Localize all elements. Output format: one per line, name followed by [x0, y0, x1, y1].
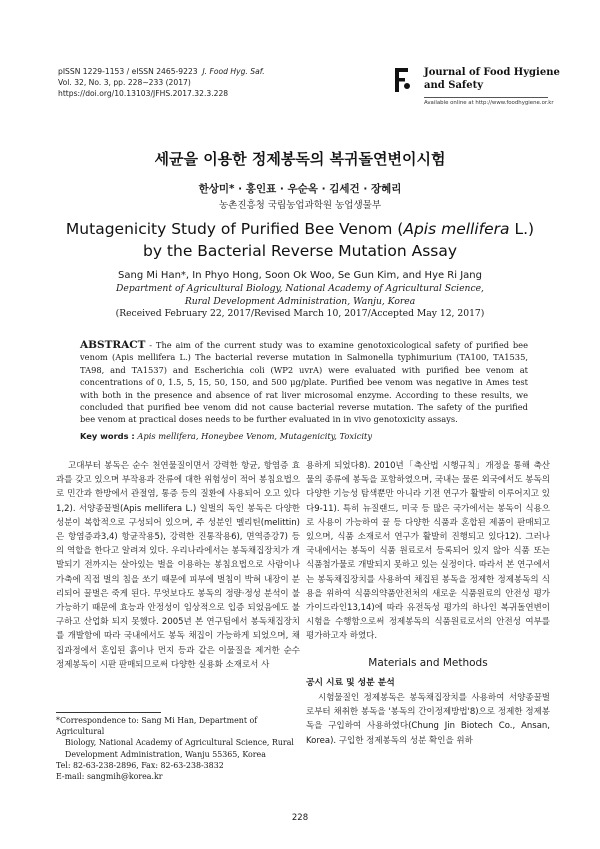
journal-logo-icon: [392, 66, 412, 94]
keywords-list: Apis mellifera, Honeybee Venom, Mutagenicity, Toxicity: [137, 431, 373, 441]
english-authors: Sang Mi Han*, In Phyo Hong, Soon Ok Woo, Se Gun Kim, and Hye Ri Jang: [118, 270, 482, 281]
available-online[interactable]: Available online at http://www.foodhygiene.or.kr: [424, 100, 554, 106]
correspondence-footnote: *Correspondence to: Sang Mi Han, Department of Agricultural Biology, National Academy of Agricultural Science, Rural Development Administration, Wanju 55365, Korea Tel: 82-63-238-2896, Fax: 82-63-238-3832 E-mail: sangmih@korea.kr: [56, 715, 300, 782]
english-affiliation: Department of Agricultural Biology, National Academy of Agricultural Science, Rural Development Administration, Wanju, Korea: [116, 283, 484, 307]
korean-affiliation: 농촌진흥청 국립농업과학원 농업생물부: [218, 200, 382, 211]
footnote-rule: [56, 712, 161, 713]
abstract-label: ABSTRACT: [80, 339, 146, 351]
keywords: [80, 431, 528, 441]
journal-header-info: [58, 66, 265, 99]
left-column: [56, 459, 300, 672]
korean-authors: 한상미* · 홍인표 · 우순옥 · 김세건 · 장혜리: [198, 183, 402, 195]
methods-paragraph: 시험물질인 정제봉독은 봉독채집장치를 사용하여 서양종꿀벌로부터 채취한 봉독을 '봉독의 간이정제방법'8)으로 정제한 정제봉독을 구입하여 사용하였다(Chung Jin Biotech Co., Ansan, Korea). 구입한 정제봉독의 성분 확인을 위하: [306, 693, 550, 746]
journal-title: Journal of Food Hygiene and Safety: [424, 67, 560, 91]
received-dates: (Received February 22, 2017/Revised March 10, 2017/Accepted May 12, 2017): [115, 308, 485, 319]
email[interactable]: E-mail: sangmih@korea.kr: [56, 772, 163, 782]
species-name: Apis mellifera: [403, 220, 510, 238]
keywords-label: Key words :: [80, 431, 135, 441]
volume-line: Vol. 32, No. 3, pp. 228~233 (2017): [58, 78, 191, 87]
korean-title: 세균을 이용한 정제봉독의 복귀돌연변이시험: [154, 150, 446, 168]
methods-heading: Materials and Methods: [368, 656, 488, 669]
journal-abbrev: J. Food Hyg. Saf.: [202, 67, 265, 76]
right-column: [306, 459, 550, 748]
abstract: [80, 339, 528, 426]
header-rule: [424, 97, 548, 98]
intro-paragraph: 고대부터 봉독은 순수 천연물질이면서 강력한 항균, 항염증 효과를 갖고 있으며 부작용과 잔류에 대한 위험성이 적어 봉침요법으로 민간과 한방에서 관절염, 통증 등의 질환에 사용되어 오고 있다1,2). 서양종꿀벌(Apis mellifera L.) 일벌의 독인 봉독은 다양한 성분이 복합적으로 구성되어 있으며, 주 성분인 멜리틴(melittin)은 항염증과3,4) 항균작용5), 강력한 진통작용6), 면역증강7) 등의 역할을 한다고 알려져 있다. 우리나라에서는 봉독채집장치가 개발되기 전까지는 살아있는 벌을 이용하는 봉침요법으로 사람이나 가축에 직접 벌의 침을 쏘기 때문에 피부에 벌침이 박혀 내장이 분리되어 꿀벌은 죽게 된다. 무엇보다도 봉독의 정량·정성 분석이 불가능하기 때문에 효능과 안정성이 임상적으로 입증 되었음에도 불구하고 산업화 되지 못했다. 2005년 본 연구팀에서 봉독채집장치를 개발함에 따라 국내에서도 봉독 채집이 가능하게 되었으며, 채집과정에서 혼입된 흙이나 먼지 등과 같은 이물질을 제거한 순수 정제봉독이 시판 판매되므로써 다양한 실용화 소재로서 사: [56, 461, 300, 670]
sample-subheading: 공시 시료 및 성분 분석: [306, 677, 395, 688]
english-title: Mutagenicity Study of Purified Bee Venom (Apis mellifera L.) by the Bacterial Reverse Mutation Assay: [65, 220, 535, 260]
page-number: 228: [291, 813, 309, 823]
doi-link[interactable]: https://doi.org/10.13103/JFHS.2017.32.3.228: [58, 89, 229, 98]
intro-paragraph-continued: 용하게 되었다8). 2010년「축산법 시행규칙」개정을 통해 축산물의 종류에 봉독을 포함하였으며, 국내는 물론 외국에서도 봉독의 다양한 기능성 탐색뿐만 아니라 기전 연구가 활발히 이루어지고 있다9-11). 특히 뉴질랜드, 미국 등 많은 국가에서는 봉독이 식용으로 사용이 가능하여 꿀 등 다양한 식품과 혼합된 제품이 판매되고 있으며, 식품 소재로서 연구가 활발히 진행되고 있다12). 그러나 국내에서는 봉독이 식품 원료로서 등록되어 있지 않아 식품 또는 식품첨가물로 개발되지 못하고 있는 실정이다. 따라서 본 연구에서는 봉독채집장치를 사용하여 채집된 봉독을 정제한 정제봉독의 식용을 위하여 식품의약품안전처의 새로운 식품원료의 안전성 평가 가이드라인13,14)에 따라 유전독성 평가의 하나인 복귀돌연변이시험을 수행함으로써 정제봉독의 식품원료로서의 안전성 여부를 평가하고자 하였다.: [306, 461, 550, 642]
abstract-text: - The aim of the current study was to examine genotoxicological safety of purified bee venom (Apis mellifera L.) The bacterial reverse mutation in Salmonella typhimurium (TA100, TA1535, TA98, and TA1537) and Escherichia coli (WP2 uvrA) were evaluated with purified bee venom at concentrations of 0, 1.5, 5, 15, 50, 150, and 500 μg/plate. Purified bee venom was negative in Ames test with both in the presence and absence of rat liver microsomal enzyme. According to these results, we concluded that purified bee venom did not cause bacterial reverse mutation. The safety of the purified bee venom at practical doses needs to be further evaluated in in vivo genotoxicity assays.: [80, 340, 529, 425]
issn: pISSN 1229-1153 / eISSN 2465-9223: [58, 67, 198, 76]
